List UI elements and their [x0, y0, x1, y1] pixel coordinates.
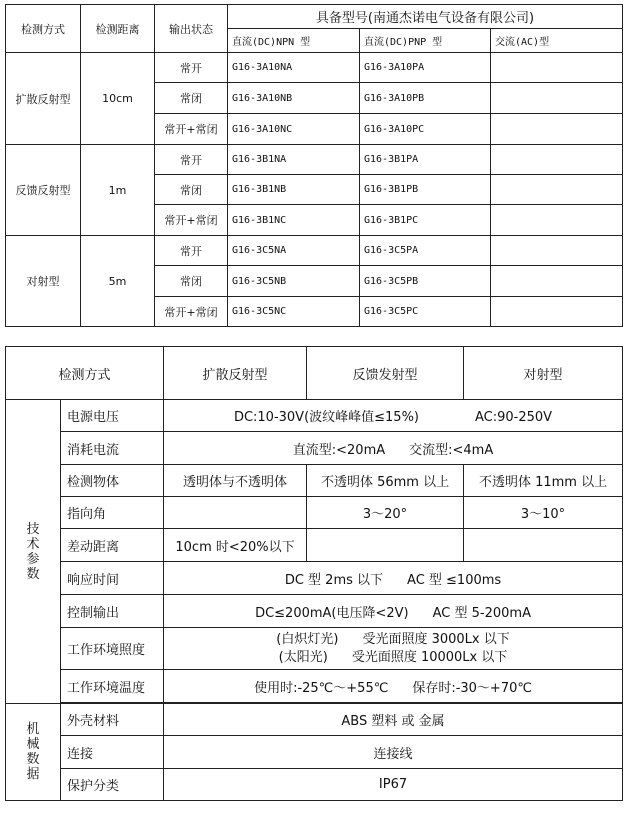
distance-cell: 10cm	[81, 53, 155, 145]
header-method: 检测方式	[6, 5, 81, 53]
mech-data-label: 机 械 数 据	[6, 704, 61, 801]
method-cell: 反馈反射型	[6, 145, 81, 236]
spec-row-protection	[6, 769, 623, 801]
param-value: 不透明体 11mm 以上	[464, 465, 623, 497]
pnp-cell: G16-3B1PC	[360, 205, 491, 236]
ac-cell	[491, 297, 623, 327]
param-value: 10cm 时<20%以下	[164, 529, 307, 562]
pnp-cell: G16-3A10PC	[360, 114, 491, 145]
param-value: 不透明体 56mm 以上	[307, 465, 464, 497]
ac-cell	[491, 236, 623, 266]
spec-row-control	[6, 595, 623, 628]
method-cell: 扩散反射型	[6, 53, 81, 145]
npn-cell: G16-3C5NC	[228, 297, 360, 327]
pnp-cell: G16-3C5PA	[360, 236, 491, 266]
header-ac: 交流(AC)型	[491, 29, 623, 53]
state-cell: 常开+常闭	[155, 205, 228, 236]
param-value: 使用时:-25℃～+55℃ 保存时:-30～+70℃	[164, 670, 623, 703]
param-value	[307, 529, 464, 562]
table-row	[6, 236, 623, 266]
tech-params-label: 技 术 参 数	[6, 400, 61, 704]
table-row	[6, 53, 623, 83]
param-value: 连接线	[164, 736, 623, 769]
param-value: 直流型:<20mA 交流型:<4mA	[164, 432, 623, 465]
pnp-cell: G16-3C5PC	[360, 297, 491, 327]
state-cell: 常开+常闭	[155, 114, 228, 145]
spec-header-diffuse: 扩散反射型	[164, 347, 307, 400]
header-output: 输出状态	[155, 5, 228, 53]
npn-cell: G16-3A10NB	[228, 83, 360, 114]
spec-header-thru: 对射型	[464, 347, 623, 400]
npn-cell: G16-3B1NA	[228, 145, 360, 175]
table-row	[6, 145, 623, 175]
spec-row-connection	[6, 736, 623, 769]
param-name: 工作环境照度	[61, 628, 164, 670]
npn-cell: G16-3A10NA	[228, 53, 360, 83]
spec-row-temp	[6, 670, 623, 703]
param-name: 连接	[61, 736, 164, 769]
method-cell: 对射型	[6, 236, 81, 327]
spec-row-power	[6, 400, 623, 432]
spec-row-angle	[6, 497, 623, 529]
pnp-cell: G16-3C5PB	[360, 266, 491, 297]
state-cell: 常开+常闭	[155, 297, 228, 327]
param-value: DC:10-30V(波纹峰峰值≤15%) AC:90-250V	[164, 400, 623, 432]
npn-cell: G16-3B1NB	[228, 175, 360, 205]
param-name: 消耗电流	[61, 432, 164, 465]
ac-cell	[491, 53, 623, 83]
param-value	[164, 497, 307, 529]
spec-table	[5, 346, 623, 801]
model-table	[5, 4, 623, 327]
state-cell: 常闭	[155, 266, 228, 297]
param-name: 差动距离	[61, 529, 164, 562]
spec-row-current	[6, 432, 623, 465]
spec-row-illum	[6, 628, 623, 670]
param-value: ABS 塑料 或 金属	[164, 704, 623, 736]
npn-cell: G16-3B1NC	[228, 205, 360, 236]
spec-header-method: 检测方式	[6, 347, 164, 400]
state-cell: 常闭	[155, 175, 228, 205]
param-name: 外壳材料	[61, 704, 164, 736]
param-name: 指向角	[61, 497, 164, 529]
header-models: 具备型号(南通杰诺电气设备有限公司)	[228, 5, 623, 29]
ac-cell	[491, 83, 623, 114]
param-name: 保护分类	[61, 769, 164, 801]
param-value: DC 型 2ms 以下 AC 型 ≤100ms	[164, 562, 623, 595]
ac-cell	[491, 266, 623, 297]
param-value: (白炽灯光) 受光面照度 3000Lx 以下 (太阳光) 受光面照度 10000Lx 以下	[164, 628, 623, 670]
param-value: 3～20°	[307, 497, 464, 529]
param-value: DC≤200mA(电压降<2V) AC 型 5-200mA	[164, 595, 623, 628]
state-cell: 常开	[155, 236, 228, 266]
spec-row-response	[6, 562, 623, 595]
param-name: 电源电压	[61, 400, 164, 432]
spec-header-feedback: 反馈发射型	[307, 347, 464, 400]
param-value	[464, 529, 623, 562]
ac-cell	[491, 145, 623, 175]
header-distance: 检测距离	[81, 5, 155, 53]
param-value: 透明体与不透明体	[164, 465, 307, 497]
spec-row-housing	[6, 704, 623, 736]
param-value: 3～10°	[464, 497, 623, 529]
distance-cell: 5m	[81, 236, 155, 327]
spec-row-hysteresis	[6, 529, 623, 562]
npn-cell: G16-3A10NC	[228, 114, 360, 145]
pnp-cell: G16-3B1PB	[360, 175, 491, 205]
pnp-cell: G16-3B1PA	[360, 145, 491, 175]
ac-cell	[491, 205, 623, 236]
state-cell: 常闭	[155, 83, 228, 114]
header-pnp: 直流(DC)PNP 型	[360, 29, 491, 53]
pnp-cell: G16-3A10PA	[360, 53, 491, 83]
param-name: 响应时间	[61, 562, 164, 595]
header-npn: 直流(DC)NPN 型	[228, 29, 360, 53]
param-name: 控制输出	[61, 595, 164, 628]
param-value: IP67	[164, 769, 623, 801]
state-cell: 常开	[155, 145, 228, 175]
ac-cell	[491, 175, 623, 205]
param-name: 工作环境温度	[61, 670, 164, 703]
state-cell: 常开	[155, 53, 228, 83]
spec-row-object	[6, 465, 623, 497]
npn-cell: G16-3C5NA	[228, 236, 360, 266]
pnp-cell: G16-3A10PB	[360, 83, 491, 114]
ac-cell	[491, 114, 623, 145]
param-name: 检测物体	[61, 465, 164, 497]
npn-cell: G16-3C5NB	[228, 266, 360, 297]
distance-cell: 1m	[81, 145, 155, 236]
